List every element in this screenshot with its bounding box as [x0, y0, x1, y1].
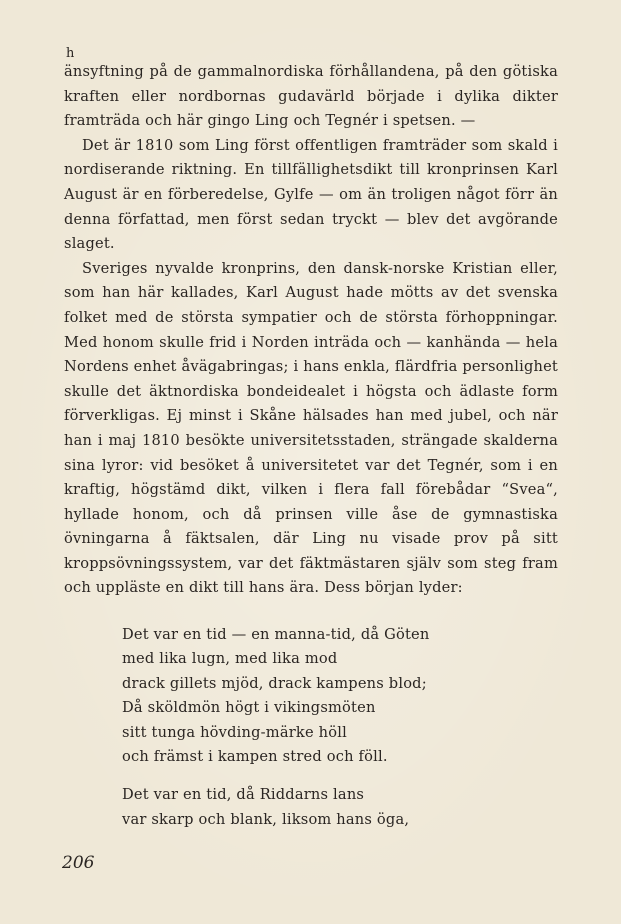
poem-line: Då sköldmön högt i vikingsmöten [122, 699, 376, 717]
paragraph-2: Det är 1810 som Ling först offentligen framträder som skald i nordiserande riktning. En tillfällighetsdikt till kronprinsen Karl August är en förberedelse, Gylfe — om än troligen något förr än denna författad, men först sedan tryckt — blev det avgörande slaget. [64, 136, 558, 253]
poem-line: drack gillets mjöd, drack kampens blod; [122, 674, 427, 692]
poem-line: Det var en tid — en manna-tid, då Göten [122, 626, 430, 643]
paragraph-3: Sveriges nyvalde kronprins, den dansk-norske Kristian eller, som han här kallades, Karl August hade mötts av det svenska folket med de största sympatier och de största förhoppningar. Med honom skulle frid i Norden inträda och — kanhända — hela Nordens enhet åvägabringas; i hans enkla, flärdfria personlighet skulle det äktnordiska bondeidealet i högsta och ädlaste form förverkligas. Ej minst i Skåne hälsades han med jubel, och när han i maj 1810 besökte universitetsstaden, strängade skalderna sina lyror: vid besöket å universitetet var det Tegnér, som i en kraftig, högstämd dikt, vilken i flera fall förebådar “Svea“, hyllade honom, och då prinsen ville åse de gymnastiska övningarna å fäktsalen, där Ling nu visade prov på sitt kroppsövningssystem, var det fäktmästaren själv som steg fram och uppläste en dikt till hans ära. Dess början lyder: [64, 259, 558, 597]
stray-letter-mark: h [66, 46, 75, 61]
poem-stanza-1 [122, 623, 429, 769]
poem-line: med lika lugn, med lika mod [122, 650, 338, 668]
poem-stanza-2 [122, 783, 429, 832]
poem-line: Det var en tid, då Riddarns lans [122, 786, 365, 804]
body-text [64, 60, 558, 601]
poem-quote [122, 623, 429, 846]
paragraph-1: änsyftning på de gammalnordiska förhållandena, på den götiska kraften eller nordbornas gudavärld började i dylika dikter framträda och här gingo Ling och Tegnér i spetsen. — [64, 63, 558, 130]
poem-line: var skarp och blank, liksom hans öga, [122, 810, 410, 828]
page-number: 206 [62, 853, 95, 873]
poem-line: och främst i kampen stred och föll. [122, 748, 388, 766]
poem-line: sitt tunga hövding-märke höll [122, 723, 347, 741]
